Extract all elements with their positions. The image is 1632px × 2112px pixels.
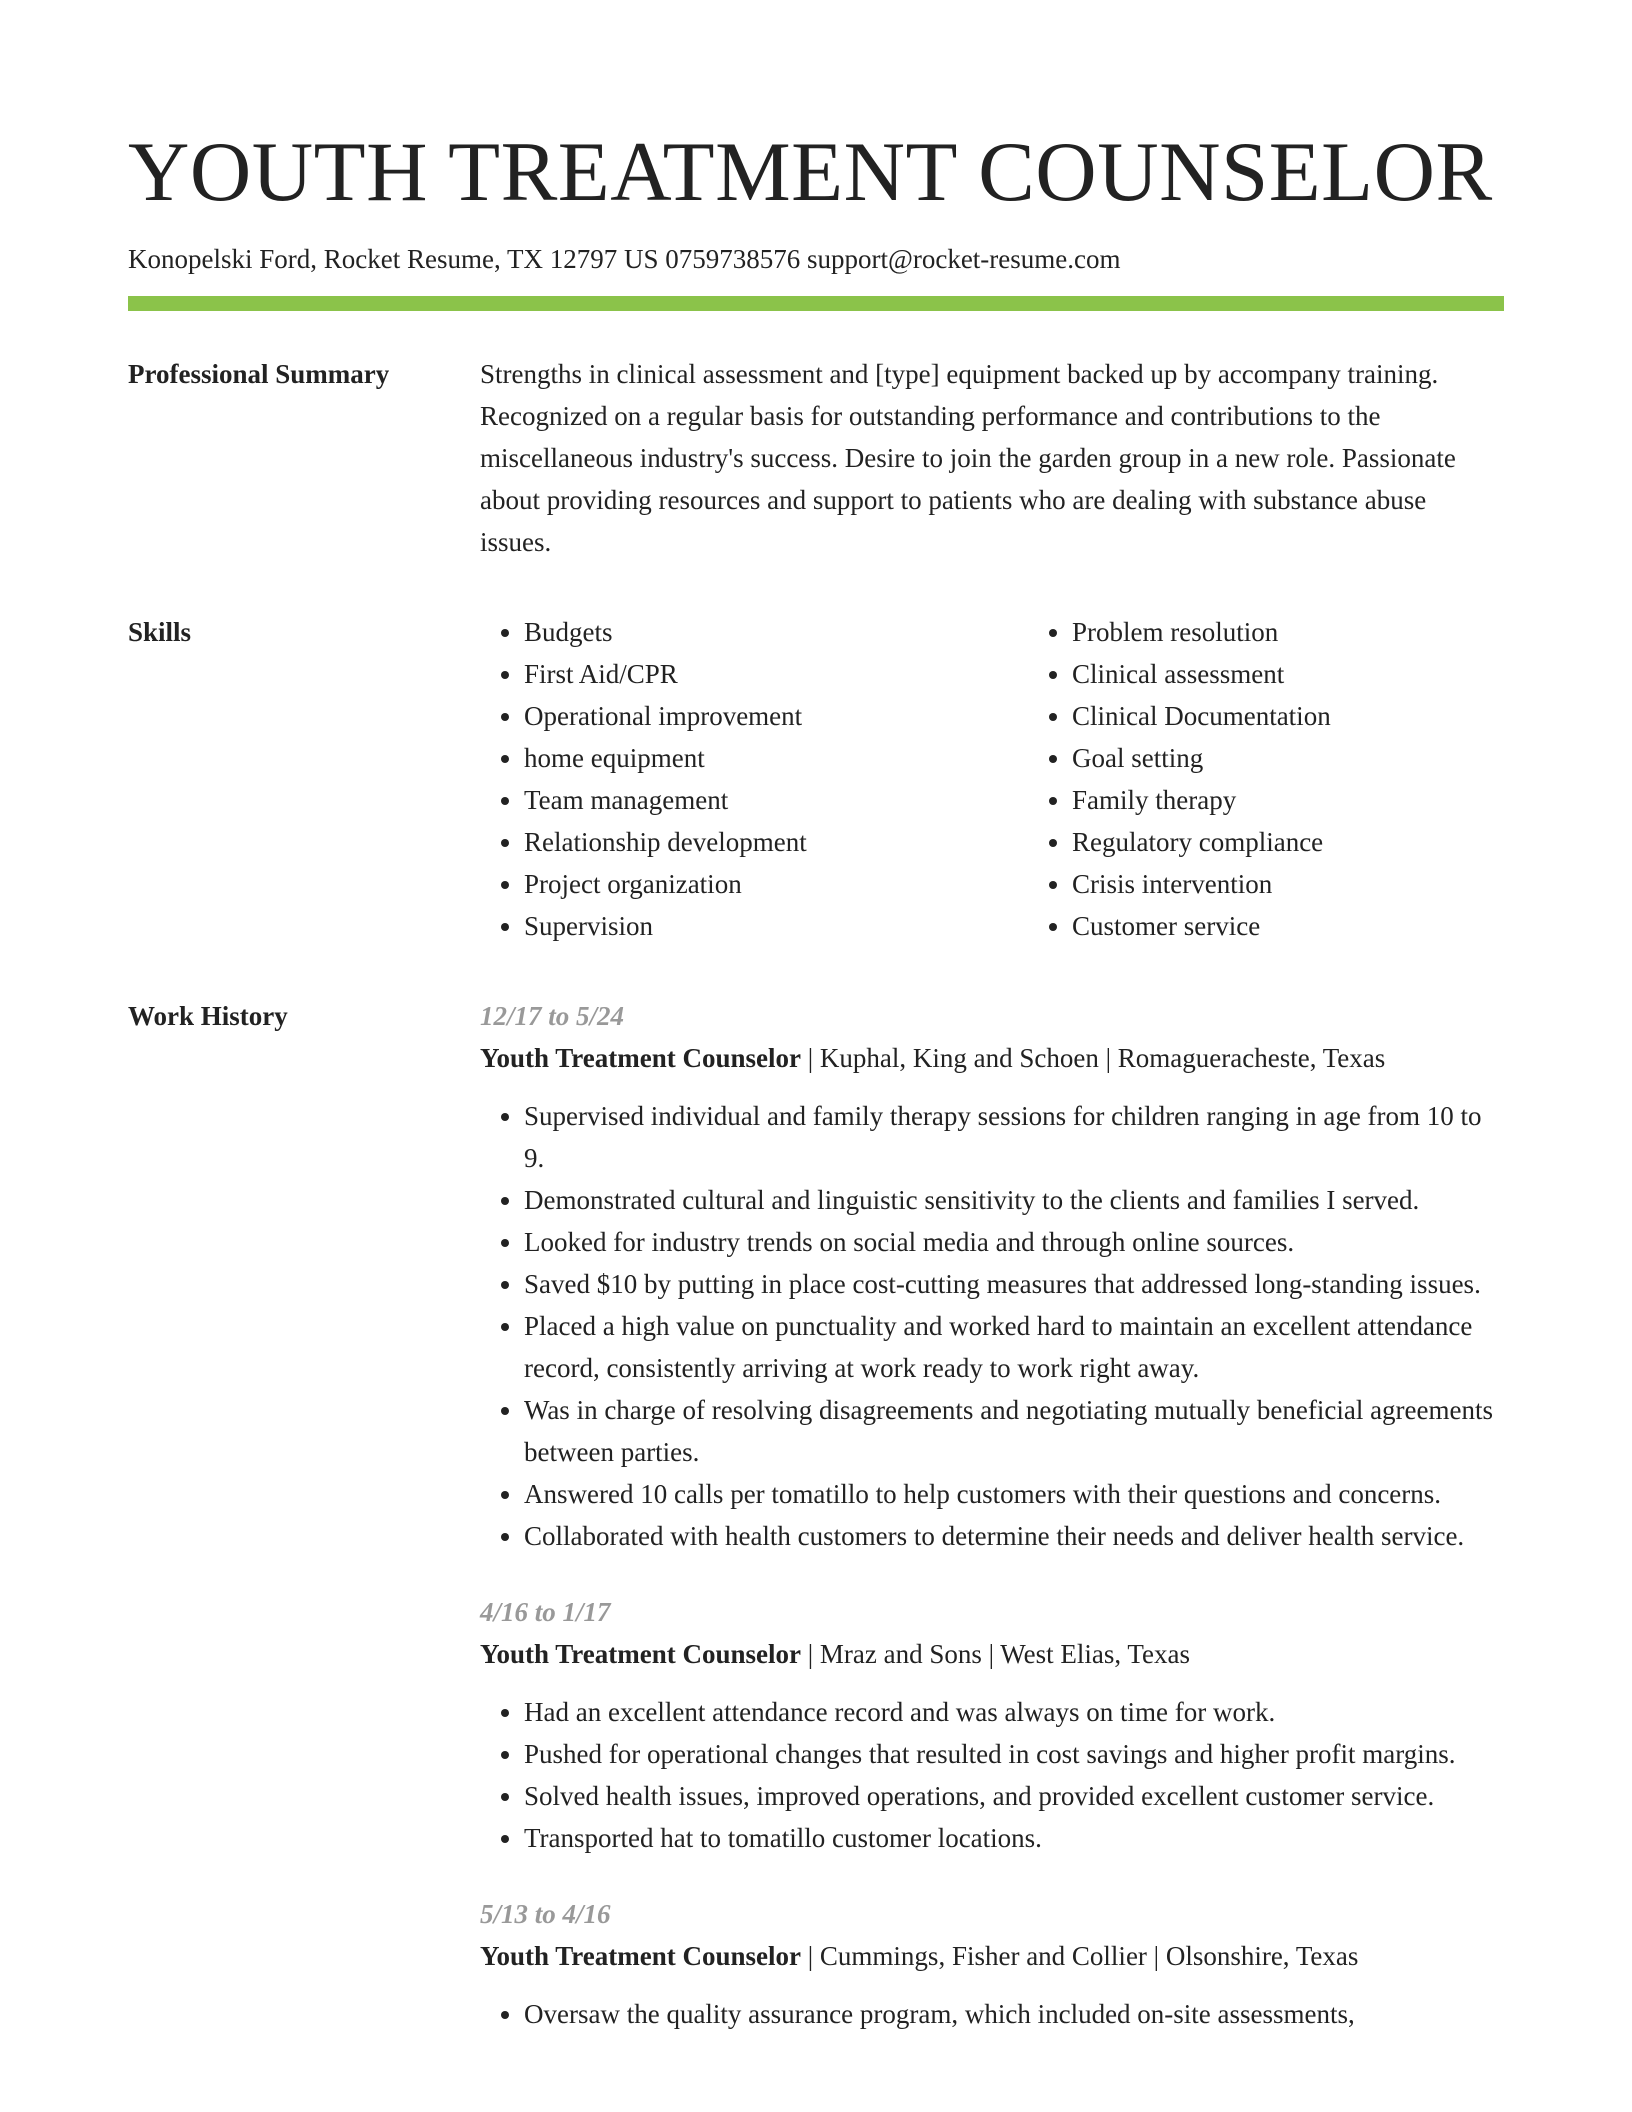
job-entry (480, 1591, 1504, 1859)
resume-title: YOUTH TREATMENT COUNSELOR (128, 125, 1493, 219)
job-bullet: • Looked for industry trends on social media and through online sources. (524, 1221, 1504, 1263)
skill-item: • home equipment (524, 737, 1028, 779)
summary-label: Professional Summary (128, 359, 390, 389)
job-title: Youth Treatment Counselor (480, 1941, 802, 1971)
job-dates: 4/16 to 1/17 (480, 1597, 611, 1627)
summary-text: Strengths in clinical assessment and [type] equipment backed up by accompany training. Recognized on a regular basis for outstanding performance and contributions to the miscellaneous industry's success. Desire to join the garden group in a new role. Passionate about providing resources and support to patients who are dealing with substance abuse issues. (480, 359, 1456, 557)
job-bullet-list (480, 1095, 1504, 1557)
skill-item: • Clinical Documentation (1072, 695, 1576, 737)
job-employer-location: | Cummings, Fisher and Collier | Olsonshire, Texas (801, 1941, 1359, 1971)
job-employer-location: | Mraz and Sons | West Elias, Texas (801, 1639, 1190, 1669)
job-bullet: • Demonstrated cultural and linguistic sensitivity to the clients and families I served. (524, 1179, 1504, 1221)
job-bullet: • Had an excellent attendance record and was always on time for work. (524, 1691, 1504, 1733)
job-dates: 5/13 to 4/16 (480, 1899, 611, 1929)
job-dates: 12/17 to 5/24 (480, 1001, 625, 1031)
skill-item: • Relationship development (524, 821, 1028, 863)
job-bullet: • Answered 10 calls per tomatillo to help customers with their questions and concerns. (524, 1473, 1504, 1515)
skill-item: • Team management (524, 779, 1028, 821)
skill-item: • Customer service (1072, 905, 1576, 947)
job-entry (480, 995, 1504, 1557)
job-bullet: • Pushed for operational changes that resulted in cost savings and higher profit margins. (524, 1733, 1504, 1775)
skill-item: • Budgets (524, 611, 1028, 653)
work-history-section (128, 995, 1504, 2035)
skill-item: • Goal setting (1072, 737, 1576, 779)
job-bullet: • Placed a high value on punctuality and worked hard to maintain an excellent attendance record, consistently arriving at work ready to work right away. (524, 1305, 1504, 1389)
skill-item: • Problem resolution (1072, 611, 1576, 653)
job-bullet: • Supervised individual and family therapy sessions for children ranging in age from 10 to 9. (524, 1095, 1504, 1179)
skill-item: • Operational improvement (524, 695, 1028, 737)
skills-label: Skills (128, 617, 192, 647)
skill-item: • First Aid/CPR (524, 653, 1028, 695)
skill-item: • Crisis intervention (1072, 863, 1576, 905)
job-entry (480, 1893, 1504, 2035)
header-divider (128, 296, 1504, 311)
skill-item: • Family therapy (1072, 779, 1576, 821)
work-history-label: Work History (128, 1001, 288, 1031)
job-employer-location: | Kuphal, King and Schoen | Romagueracheste, Texas (801, 1043, 1386, 1073)
job-bullet: • Was in charge of resolving disagreements and negotiating mutually beneficial agreements between parties. (524, 1389, 1504, 1473)
skills-list-right (1028, 611, 1576, 947)
skill-item: • Regulatory compliance (1072, 821, 1576, 863)
skill-item: • Clinical assessment (1072, 653, 1576, 695)
job-bullet: • Oversaw the quality assurance program, which included on-site assessments, (524, 1993, 1504, 2035)
job-bullet: • Saved $10 by putting in place cost-cutting measures that addressed long-standing issues. (524, 1263, 1504, 1305)
summary-section (128, 353, 1504, 563)
job-list (480, 995, 1504, 2035)
job-title: Youth Treatment Counselor (480, 1639, 802, 1669)
job-bullet-list (480, 1691, 1504, 1859)
job-heading (480, 1633, 1504, 1675)
job-heading (480, 1935, 1504, 1977)
job-bullet: • Solved health issues, improved operations, and provided excellent customer service. (524, 1775, 1504, 1817)
contact-line: Konopelski Ford, Rocket Resume, TX 12797 US 0759738576 support@rocket-resume.com (128, 244, 1121, 274)
job-title: Youth Treatment Counselor (480, 1043, 802, 1073)
skill-item: • Project organization (524, 863, 1028, 905)
skill-item: • Supervision (524, 905, 1028, 947)
job-bullet: • Transported hat to tomatillo customer locations. (524, 1817, 1504, 1859)
job-bullet: • Collaborated with health customers to determine their needs and deliver health service. (524, 1515, 1504, 1557)
skills-section (128, 611, 1504, 947)
job-heading (480, 1037, 1504, 1079)
skills-list-left (480, 611, 1028, 947)
job-bullet-list (480, 1993, 1504, 2035)
